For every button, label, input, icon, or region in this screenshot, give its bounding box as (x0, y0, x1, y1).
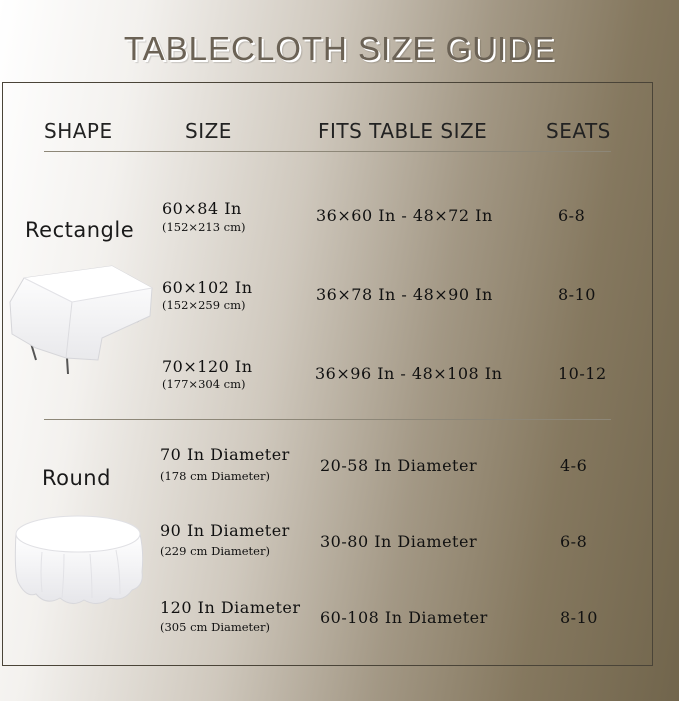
header-size: SIZE (185, 119, 232, 143)
header-fits: FITS TABLE SIZE (318, 119, 488, 143)
seats-round-1: 4-6 (560, 456, 588, 475)
fits-rect-1: 36×60 In - 48×72 In (316, 206, 493, 225)
fits-rect-3: 36×96 In - 48×108 In (315, 364, 503, 383)
page-title: TABLECLOTH SIZE GUIDE (123, 30, 556, 67)
size-cm-round-3: (305 cm Diameter) (160, 620, 270, 634)
fits-round-2: 30-80 In Diameter (320, 532, 478, 551)
shape-label-rectangle: Rectangle (25, 218, 135, 242)
size-rect-3: 70×120 In (162, 357, 253, 376)
fits-rect-2: 36×78 In - 48×90 In (316, 285, 493, 304)
size-cm-rect-3: (177×304 cm) (162, 377, 246, 391)
seats-round-2: 6-8 (560, 532, 588, 551)
seats-rect-2: 8-10 (558, 285, 596, 304)
size-round-3: 120 In Diameter (160, 598, 301, 617)
size-rect-1: 60×84 In (162, 199, 242, 218)
seats-round-3: 8-10 (560, 608, 598, 627)
seats-rect-1: 6-8 (558, 206, 586, 225)
size-round-1: 70 In Diameter (160, 445, 290, 464)
size-cm-round-1: (178 cm Diameter) (160, 469, 270, 483)
round-tablecloth-image (12, 512, 146, 608)
size-cm-rect-2: (152×259 cm) (162, 298, 246, 312)
fits-round-3: 60-108 In Diameter (320, 608, 488, 627)
group-divider (44, 419, 611, 420)
size-round-2: 90 In Diameter (160, 521, 290, 540)
header-seats: SEATS (546, 119, 611, 143)
header-shape: SHAPE (44, 119, 113, 143)
shape-label-round: Round (42, 466, 111, 490)
size-cm-rect-1: (152×213 cm) (162, 220, 246, 234)
fits-round-1: 20-58 In Diameter (320, 456, 478, 475)
size-cm-round-2: (229 cm Diameter) (160, 544, 270, 558)
seats-rect-3: 10-12 (558, 364, 607, 383)
rectangle-tablecloth-image (6, 262, 156, 378)
header-divider (44, 151, 611, 152)
size-rect-2: 60×102 In (162, 278, 253, 297)
